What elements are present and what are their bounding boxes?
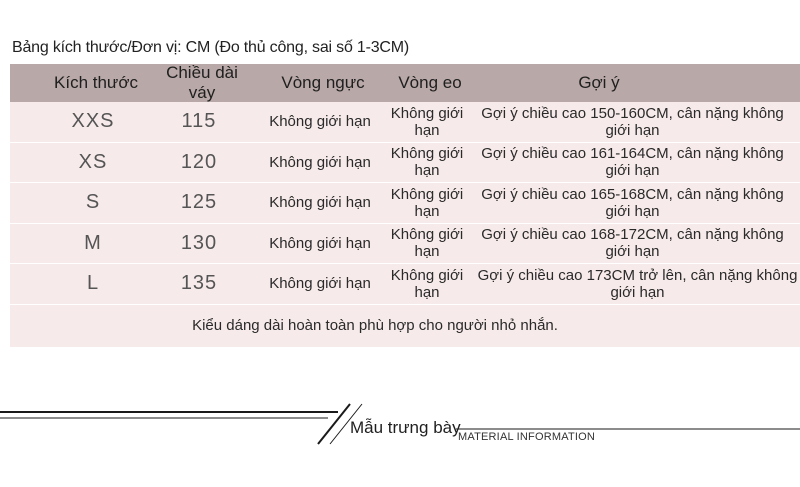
header-bust: Vòng ngực	[281, 73, 365, 92]
cell-length: 125	[180, 191, 218, 214]
cell-size: M	[84, 231, 102, 254]
table-row	[10, 264, 800, 305]
cell-length: 115	[181, 110, 217, 133]
header-hint: Gợi ý	[578, 73, 620, 92]
cell-size: XXS	[71, 110, 115, 133]
cell-bust: Không giới hạn	[269, 113, 371, 131]
cell-length: 135	[180, 272, 218, 295]
cell-size: S	[85, 191, 101, 214]
table-body	[10, 102, 800, 347]
cell-size: XS	[78, 150, 108, 173]
cell-bust: Không giới hạn	[269, 153, 371, 171]
cell-bust: Không giới hạn	[269, 275, 371, 293]
cell-bust: Không giới hạn	[269, 194, 371, 212]
table-row	[10, 102, 800, 143]
cell-hint: Gợi ý chiều cao 165-168CM, cân nặng không giới hạn	[481, 185, 784, 220]
table-header	[10, 64, 800, 102]
header-waist: Vòng eo	[398, 73, 462, 92]
cell-length: 120	[180, 150, 218, 173]
cell-size: L	[86, 272, 100, 295]
table-note: Kiểu dáng dài hoàn toàn phù hợp cho người nhỏ nhắn.	[192, 317, 558, 334]
cell-hint: Gợi ý chiều cao 150-160CM, cân nặng không giới hạn	[481, 104, 784, 139]
section-subtitle: MATERIAL INFORMATION	[458, 431, 596, 443]
cell-hint: Gợi ý chiều cao 161-164CM, cân nặng không giới hạn	[481, 145, 784, 180]
table-row	[10, 183, 800, 224]
cell-waist: Không giới hạn	[390, 104, 464, 139]
cell-waist: Không giới hạn	[390, 266, 464, 301]
cell-waist: Không giới hạn	[390, 185, 464, 220]
table-row	[10, 143, 800, 184]
cell-length: 130	[180, 231, 218, 254]
size-chart-table	[10, 64, 800, 347]
header-length: Chiều dài váy	[166, 63, 238, 102]
table-row	[10, 224, 800, 265]
cell-hint: Gợi ý chiều cao 173CM trở lên, cân nặng không giới hạn	[477, 266, 798, 301]
section-title: Mẫu trưng bày	[350, 418, 461, 437]
cell-waist: Không giới hạn	[390, 226, 464, 261]
cell-bust: Không giới hạn	[269, 234, 371, 252]
cell-hint: Gợi ý chiều cao 168-172CM, cân nặng không giới hạn	[481, 226, 784, 261]
cell-waist: Không giới hạn	[390, 145, 464, 180]
size-chart-caption: Bảng kích thước/Đơn vị: CM (Đo thủ công, sai số 1-3CM)	[12, 39, 410, 56]
header-size: Kích thước	[54, 73, 138, 92]
